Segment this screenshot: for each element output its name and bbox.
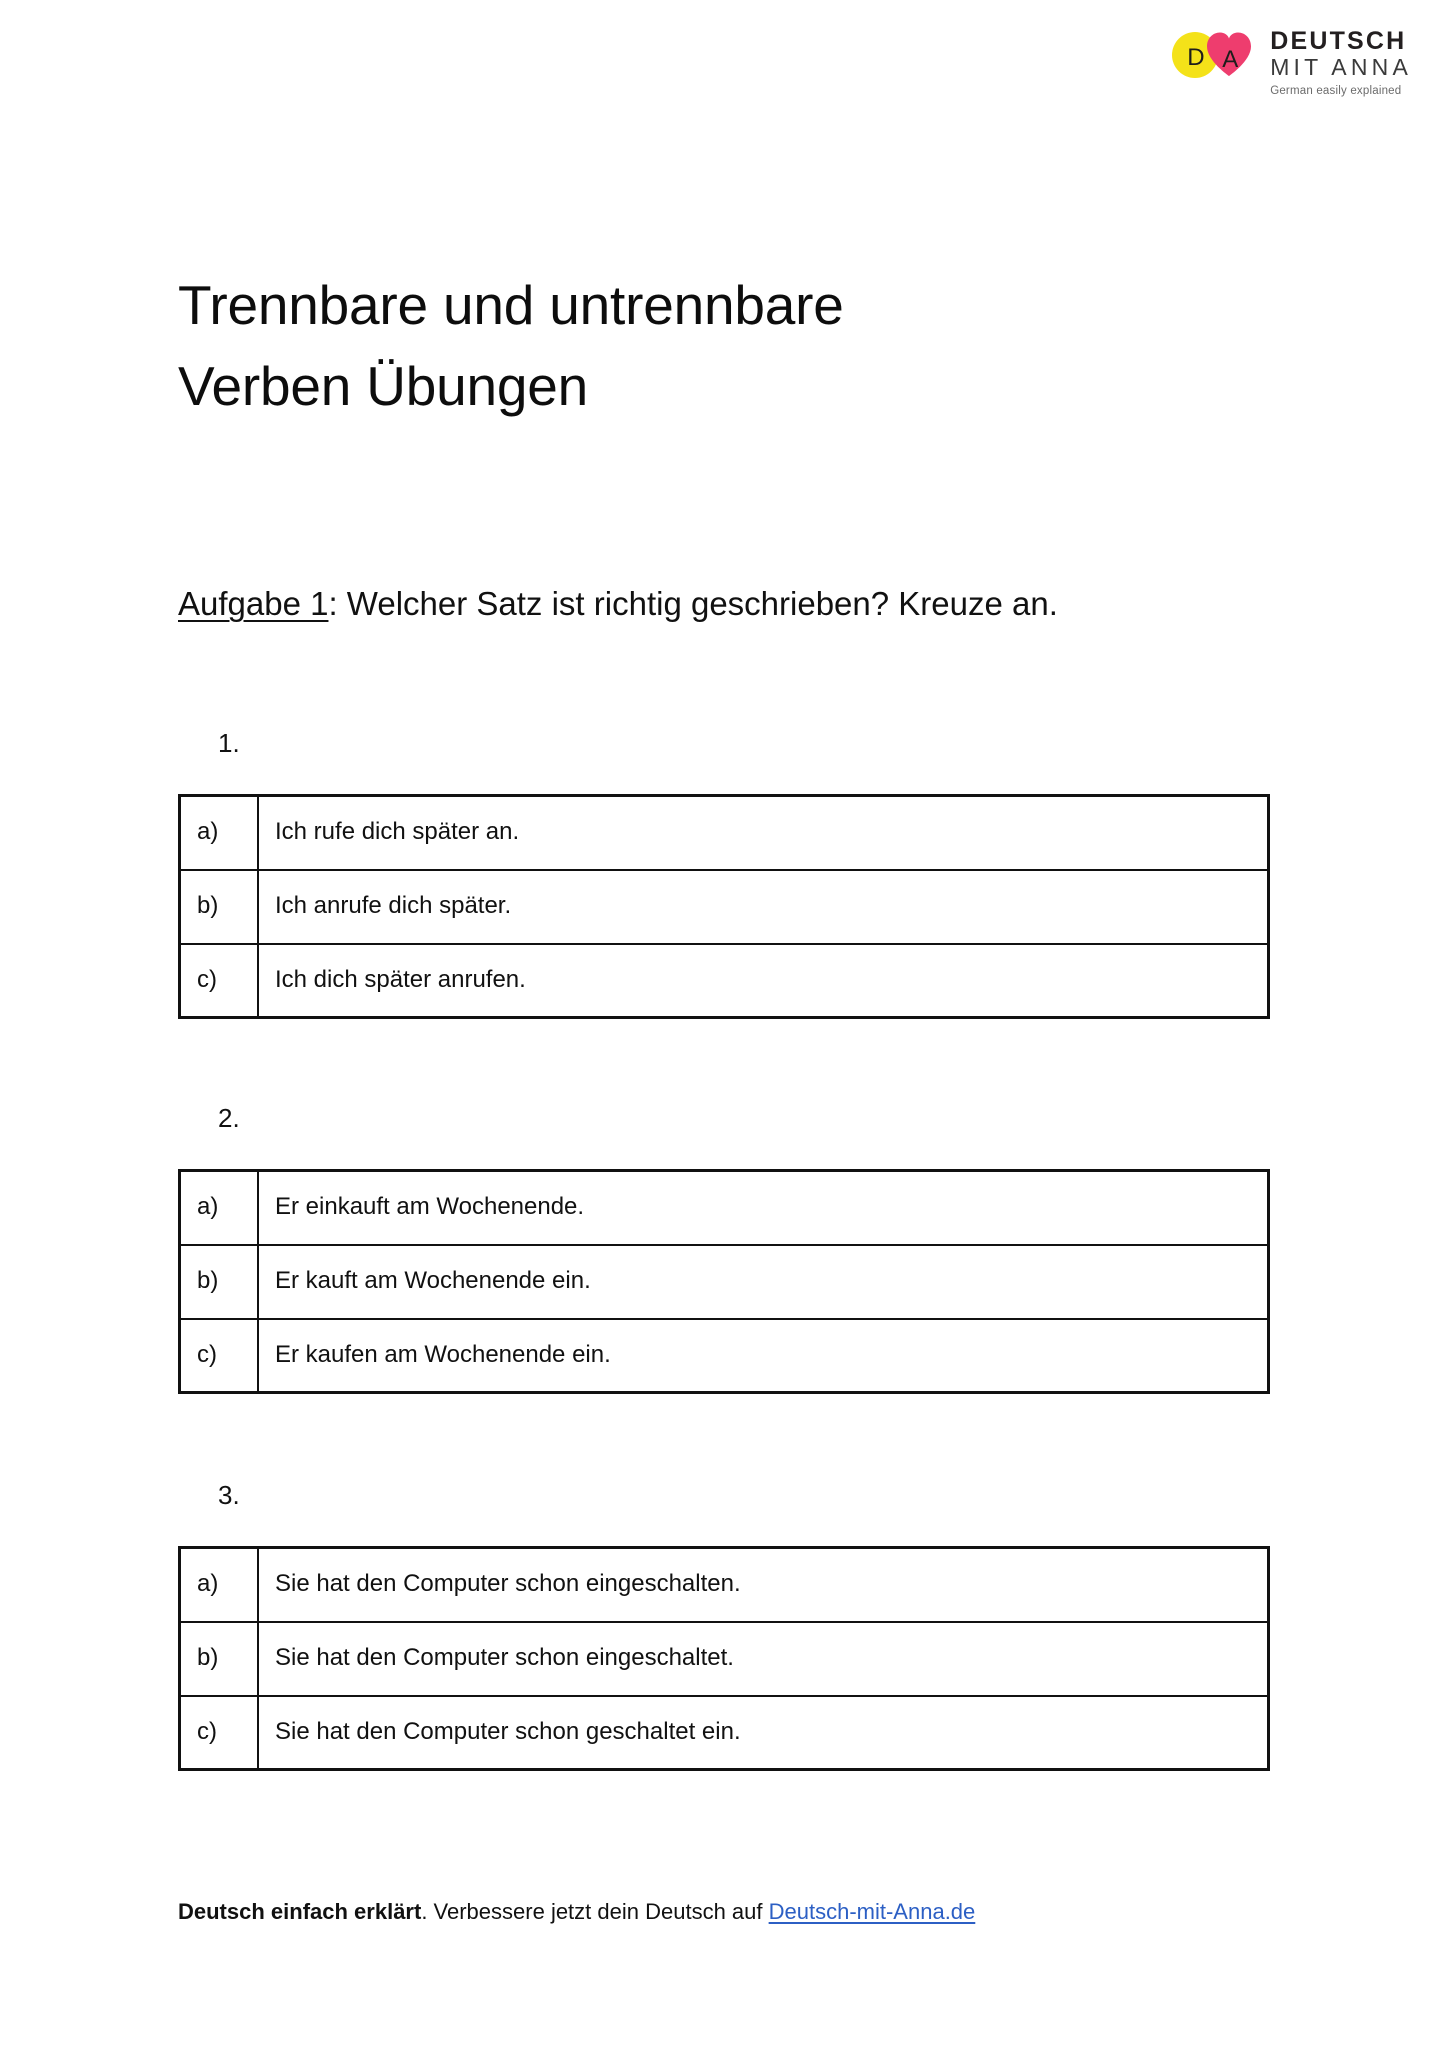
- option-text[interactable]: Sie hat den Computer schon eingeschalten.: [258, 1548, 1269, 1622]
- logo-mark: [1172, 26, 1256, 82]
- footer-bold-text: Deutsch einfach erklärt: [178, 1899, 422, 1924]
- table-row[interactable]: [180, 944, 1269, 1018]
- footer-middle-text: . Verbessere jetzt dein Deutsch auf: [421, 1899, 769, 1924]
- table-row[interactable]: [180, 1245, 1269, 1319]
- footer-website-link[interactable]: Deutsch-mit-Anna.de: [768, 1899, 976, 1924]
- option-label: b): [180, 1622, 259, 1696]
- option-text[interactable]: Er einkauft am Wochenende.: [258, 1171, 1269, 1245]
- option-label: b): [180, 1245, 259, 1319]
- question-block-1: [178, 730, 1270, 1019]
- logo-letter-d: D: [1187, 44, 1205, 71]
- option-text[interactable]: Ich dich später anrufen.: [258, 944, 1269, 1018]
- logo-letter-a: A: [1222, 46, 1239, 73]
- options-table-2: [178, 1169, 1270, 1394]
- table-row[interactable]: [180, 1171, 1269, 1245]
- option-text[interactable]: Sie hat den Computer schon geschaltet ein.: [258, 1696, 1269, 1770]
- task-instruction: [178, 575, 1288, 634]
- option-text[interactable]: Ich rufe dich später an.: [258, 796, 1269, 870]
- page-title-line-1: Trennbare und untrennbare: [178, 273, 844, 336]
- page-footer: [178, 1897, 1298, 1928]
- option-text[interactable]: Ich anrufe dich später.: [258, 870, 1269, 944]
- task-label: Aufgabe 1: [178, 585, 329, 622]
- options-table-1: [178, 794, 1270, 1019]
- option-label: a): [180, 796, 259, 870]
- logo-brand-line2: MIT ANNA: [1270, 54, 1412, 81]
- logo-brand-line1: DEUTSCH: [1270, 27, 1407, 55]
- option-label: c): [180, 1696, 259, 1770]
- option-label: a): [180, 1548, 259, 1622]
- option-label: c): [180, 944, 259, 1018]
- table-row[interactable]: [180, 870, 1269, 944]
- table-row[interactable]: [180, 1696, 1269, 1770]
- table-row[interactable]: [180, 1622, 1269, 1696]
- logo-tagline: German easily explained: [1270, 85, 1402, 98]
- table-row[interactable]: [180, 1548, 1269, 1622]
- task-text: : Welcher Satz ist richtig geschrieben? Kreuze an.: [328, 585, 1058, 622]
- question-block-2: [178, 1105, 1270, 1394]
- option-text[interactable]: Sie hat den Computer schon eingeschaltet.: [258, 1622, 1269, 1696]
- brand-logo: [1172, 26, 1412, 99]
- question-number-1: 1.: [218, 728, 240, 758]
- table-row[interactable]: [180, 1319, 1269, 1393]
- question-number-3: 3.: [218, 1480, 240, 1510]
- logo-wordmark: [1270, 26, 1412, 99]
- table-row[interactable]: [180, 796, 1269, 870]
- page-title-line-2: Verben Übungen: [178, 355, 589, 418]
- question-block-3: [178, 1482, 1270, 1771]
- option-text[interactable]: Er kauft am Wochenende ein.: [258, 1245, 1269, 1319]
- page-title: [178, 265, 1178, 428]
- option-label: a): [180, 1171, 259, 1245]
- options-table-3: [178, 1546, 1270, 1771]
- question-number-2: 2.: [218, 1103, 240, 1133]
- option-label: c): [180, 1319, 259, 1393]
- option-label: b): [180, 870, 259, 944]
- option-text[interactable]: Er kaufen am Wochenende ein.: [258, 1319, 1269, 1393]
